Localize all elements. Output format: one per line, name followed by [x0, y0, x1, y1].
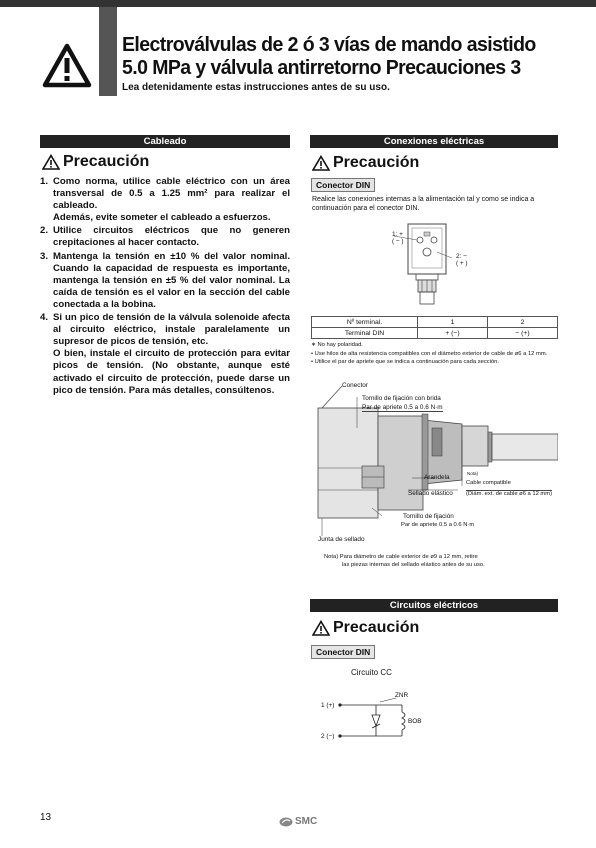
page-number: 13	[40, 812, 52, 823]
label-nota-small: Nota)	[467, 471, 479, 476]
din-connector-tag: Conector DIN	[311, 645, 375, 659]
caution-heading: Precaución	[312, 619, 419, 637]
table-cell: − (+)	[488, 328, 558, 339]
caution-icon	[312, 155, 330, 171]
label-tornillo-fijacion: Tornillo de fijación	[403, 513, 454, 520]
smc-logo-icon	[279, 817, 293, 827]
caution-heading: Precaución	[42, 153, 149, 171]
label-arandela: Arandela	[424, 474, 450, 481]
cross-section-note: Nota) Para diámetro de cable exterior de ø9 a 12 mm, retire las piezas internas del sellado elástico antes de su uso.	[324, 554, 485, 568]
section-circuitos: Circuitos eléctricos	[310, 599, 558, 612]
warning-icon	[42, 43, 92, 88]
label-tornillo-brida: Tornillo de fijación con brida	[362, 395, 441, 402]
label-junta-sellado: Junta de sellado	[318, 536, 365, 543]
label-par-apriete-2: Par de apriete 0.5 a 0.6 N·m	[401, 522, 475, 528]
znr-label: ZNR	[395, 692, 409, 699]
list-item: 1. Como norma, utilice cable eléctrico con un área transversal de 0.5 a 1.25 mm² para realizar el cableado. Además, evite someter el cableado a esfuerzos.	[40, 176, 290, 224]
table-header: 2	[488, 317, 558, 328]
table-header: Nº terminal.	[312, 317, 418, 328]
din-intro: Realice las conexiones internas a la alimentación tal y como se indica a continuación para el conector DIN.	[312, 196, 535, 212]
table-cell: Terminal DIN	[312, 328, 418, 339]
circuit-title: Circuito CC	[351, 668, 392, 677]
caution-icon	[312, 620, 330, 636]
label-cable-compatible: Cable compatible	[466, 480, 511, 486]
caution-icon	[42, 154, 60, 170]
bob-label: BOB	[408, 718, 422, 725]
table-header: 1	[418, 317, 488, 328]
page-subtitle: Lea detenidamente estas instrucciones antes de su uso.	[122, 82, 390, 93]
page-title: Electroválvulas de 2 ó 3 vías de mando asistido 5.0 MPa y válvula antirretorno Precauciones 3	[122, 33, 536, 79]
label-diam-cable: (Diám. ext. de cable ø6 a 12 mm)	[466, 491, 553, 497]
pin-1-label: 1 (+)	[321, 702, 335, 709]
din-notes: ∗ No hay polaridad. • Use hilos de alta resistencia compatibles con el diámetro exterior de cable de ø6 a 12 mm. • Utilice el par de apriete que se indica a continuación para cada sección.	[311, 342, 548, 365]
label-sellado-elastico: Sellado elástico	[408, 490, 453, 497]
label-par-apriete-1: Par de apriete 0.5 a 0.6 N·m	[362, 404, 443, 411]
terminal-table	[311, 316, 558, 339]
caution-heading: Precaución	[312, 154, 419, 172]
list-item: 3. Mantenga la tensión en ±10 % del valor nominal. Cuando la capacidad de respuesta es importante, mantenga la tensión en ±5 % del valor nominal. La caída de tensión es el valor en la sección del cable conectada a la bobina.	[40, 250, 290, 310]
terminal-1-label: 1: + ( − )	[392, 231, 404, 245]
list-item: 2. Utilice circuitos eléctricos que no generen crepitaciones al hacer contacto.	[40, 225, 290, 249]
section-cableado: Cableado	[40, 135, 290, 148]
cableado-list	[40, 176, 290, 398]
section-conexiones: Conexiones eléctricas	[310, 135, 558, 148]
din-connector-tag: Conector DIN	[311, 178, 375, 192]
smc-logo: SMC	[279, 816, 317, 827]
table-cell: + (−)	[418, 328, 488, 339]
terminal-2-label: 2: − ( + )	[456, 253, 468, 267]
label-conector: Conector	[342, 382, 368, 389]
header-side-bar	[99, 7, 117, 96]
top-bar	[0, 0, 596, 7]
list-item: 4. Si un pico de tensión de la válvula solenoide afecta al circuito eléctrico, instale paralelamente un supresor de picos de tensión, etc. O bien, instale el circuito de protección para evitar picos de tensión. (No obstante, aunque esté activado el circuito de protección, puede darse un pico de tensión. Para más detalles, consúltenos.	[40, 312, 290, 396]
pin-2-label: 2 (−)	[321, 733, 335, 740]
